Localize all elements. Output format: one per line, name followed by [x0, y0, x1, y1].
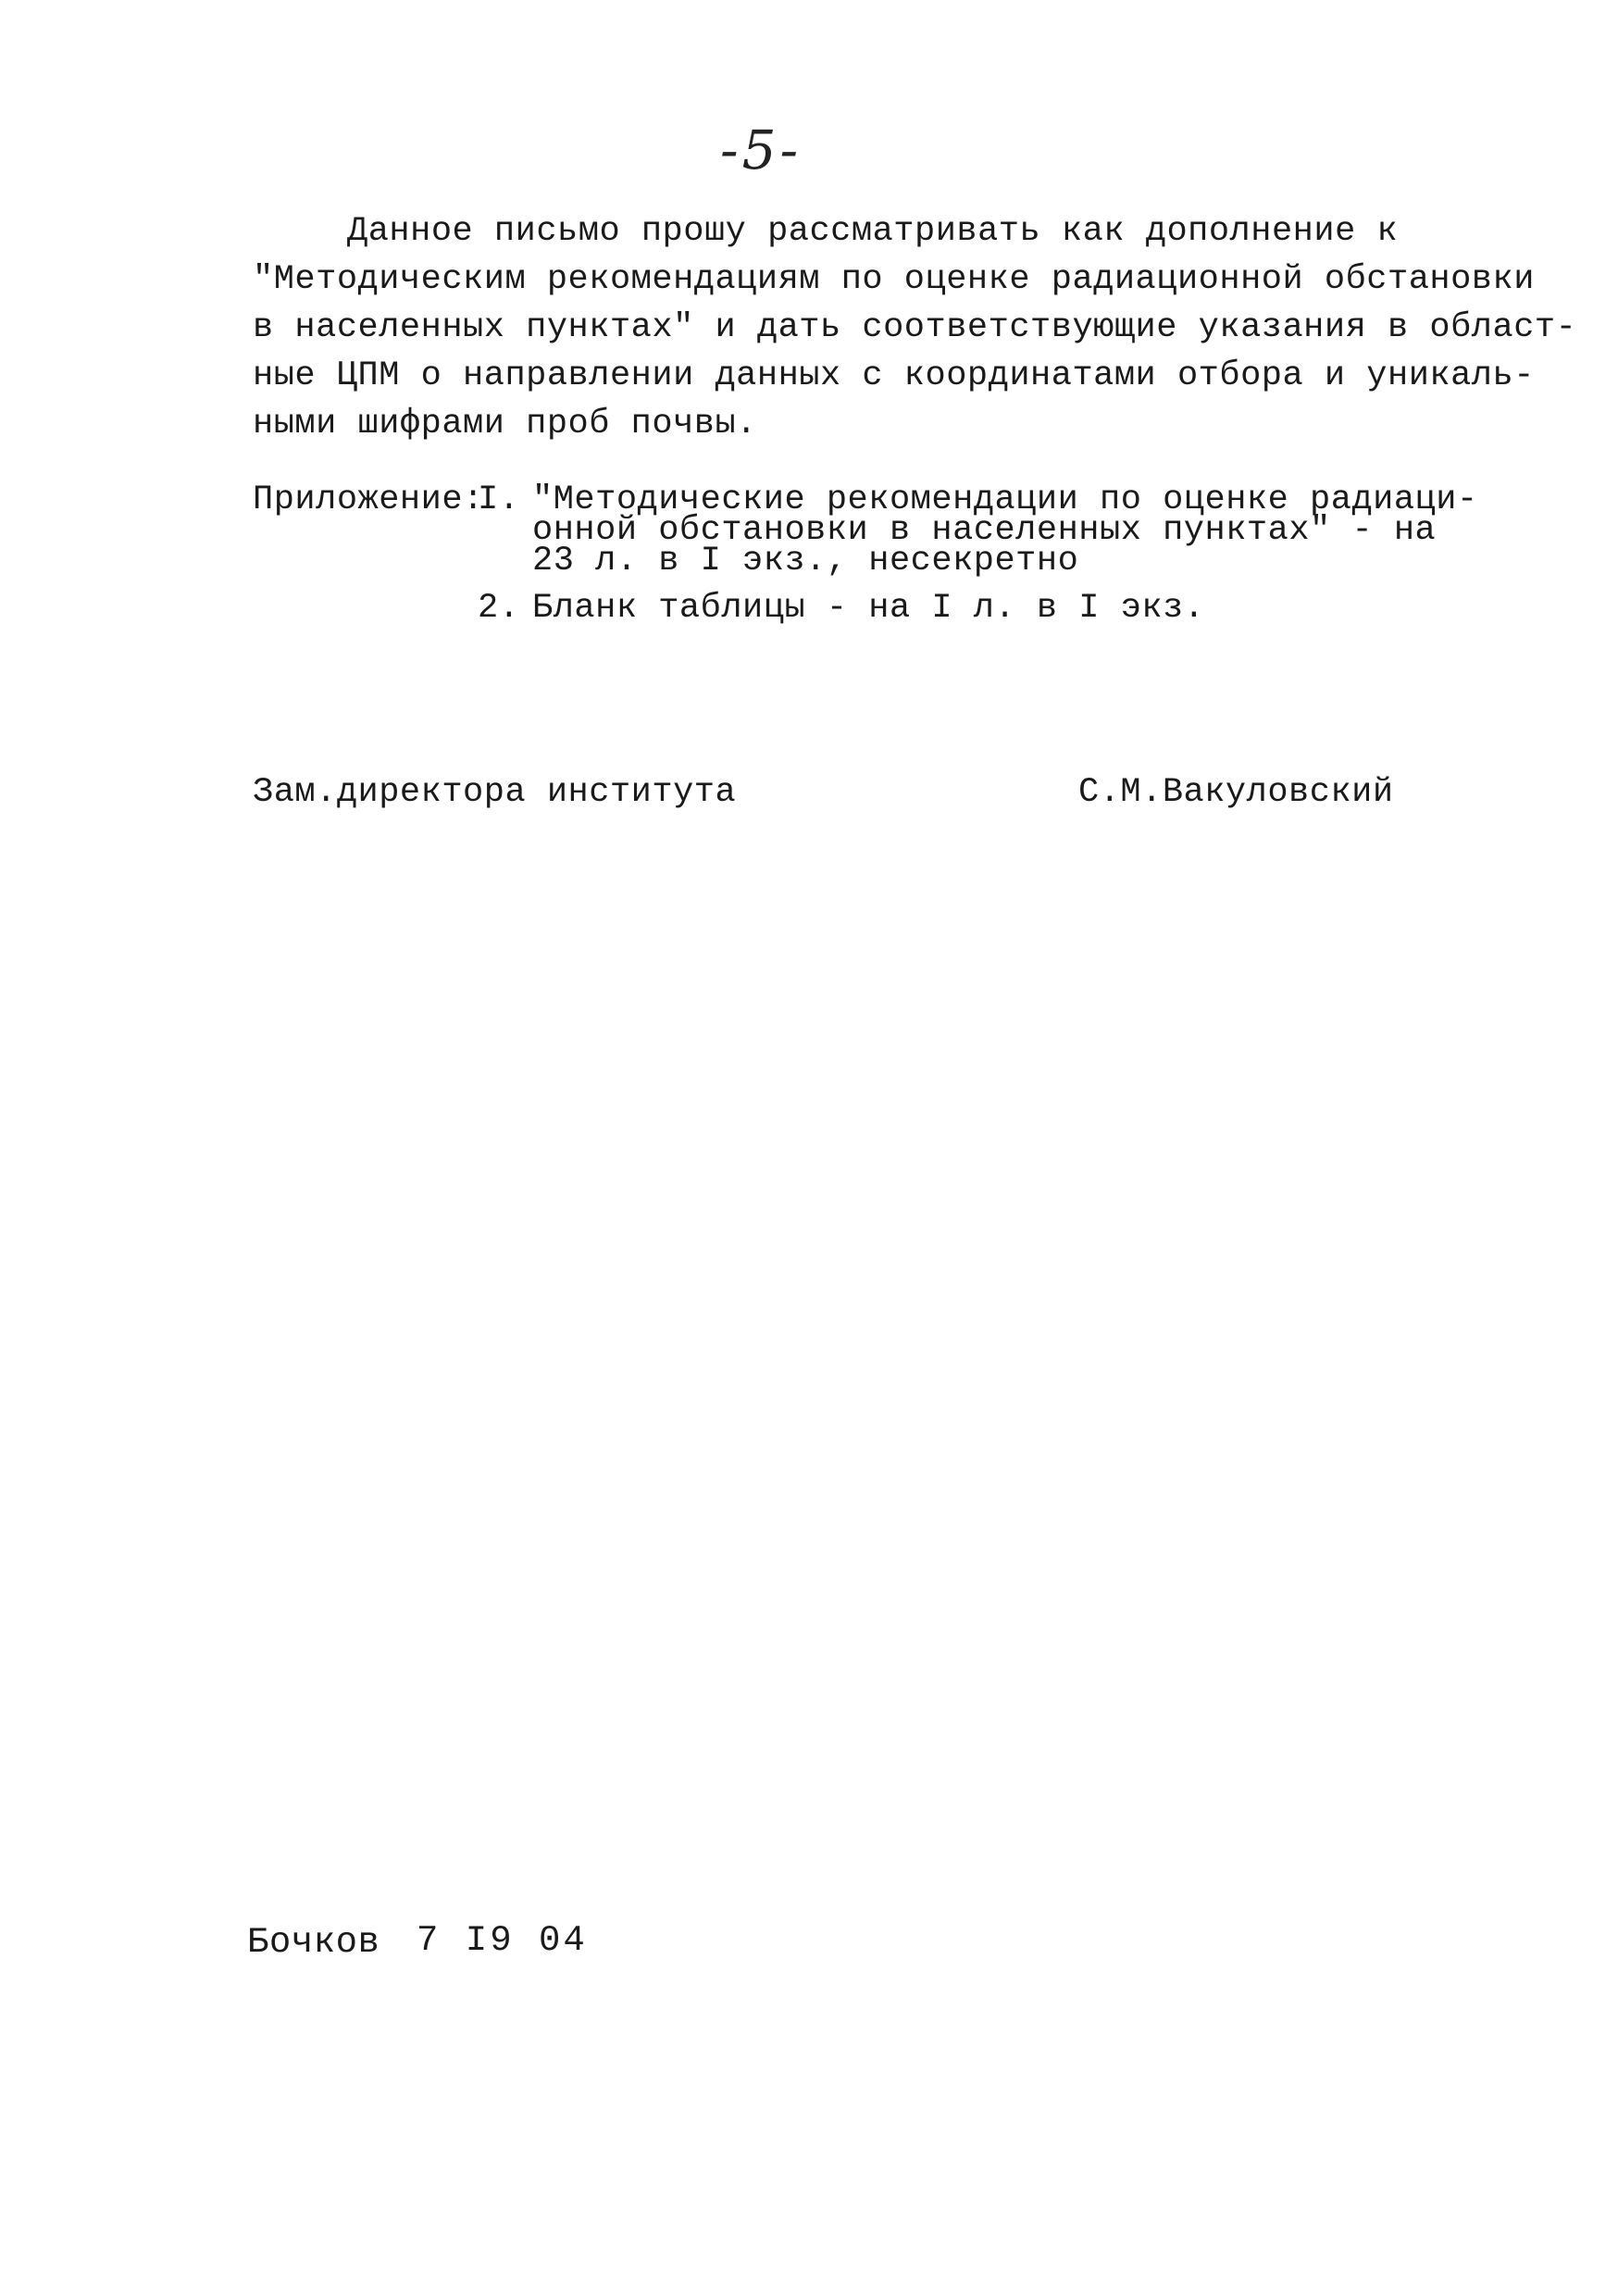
- body-line: в населенных пунктах" и дать соответствующие указания в област-: [253, 308, 1577, 347]
- page-number: -5-: [720, 119, 803, 181]
- signatory-name: С.М.Вакуловский: [1078, 773, 1394, 812]
- body-line: ными шифрами проб почвы.: [253, 405, 757, 443]
- attachment-line: онной обстановки в населенных пунктах" - на: [532, 511, 1437, 550]
- executor-phone: 7 I9 04: [417, 1920, 588, 1961]
- attachment-number: I.: [478, 480, 520, 519]
- body-line: "Методическим рекомендациям по оценке радиационной обстановки: [253, 260, 1535, 299]
- executor-name: Бочков: [247, 1922, 380, 1963]
- body-line: Данное письмо прошу рассматривать как дополнение к: [347, 212, 1399, 251]
- attachment-number: 2.: [478, 589, 520, 628]
- attachment-line: 23 л. в I экз., несекретно: [532, 542, 1079, 580]
- attachments-label: Приложение:: [253, 480, 484, 519]
- attachment-line: Бланк таблицы - на I л. в I экз.: [532, 589, 1205, 628]
- signatory-title: Зам.директора института: [253, 773, 737, 812]
- attachment-line: "Методические рекомендации по оценке радиаци-: [532, 480, 1478, 519]
- body-line: ные ЦПМ о направлении данных с координатами отбора и уникаль-: [253, 356, 1535, 395]
